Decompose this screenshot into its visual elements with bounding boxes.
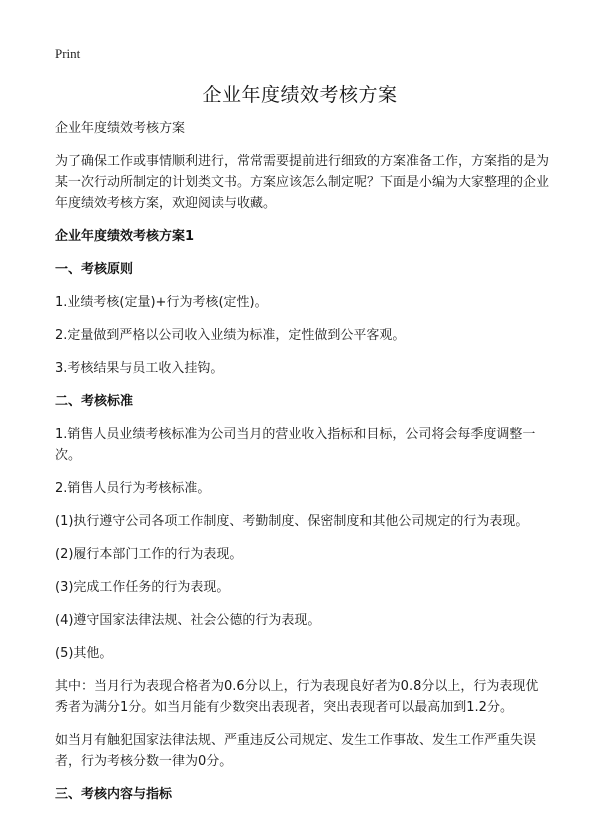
standard-item: 1.销售人员业绩考核标准为公司当月的营业收入指标和目标，公司将会每季度调整一次。 xyxy=(55,427,536,463)
standard-item: (2)履行本部门工作的行为表现。 xyxy=(55,547,243,562)
standard-item: (1)执行遵守公司各项工作制度、考勤制度、保密制度和其他公司规定的行为表现。 xyxy=(55,514,529,529)
standard-item: (5)其他。 xyxy=(55,646,113,661)
plan-title: 企业年度绩效考核方案1 xyxy=(55,229,195,244)
standard-item: (4)遵守国家法律法规、社会公德的行为表现。 xyxy=(55,613,321,628)
intro-paragraph: 为了确保工作或事情顺利进行，常常需要提前进行细致的方案准备工作，方案指的是为某一次行动所制定的计划类文书。方案应该怎么制定呢？下面是小编为大家整理的企业年度绩效考核方案，欢迎阅读与收藏。 xyxy=(55,154,550,211)
standard-item: 2.销售人员行为考核标准。 xyxy=(55,481,211,496)
standard-item: (3)完成工作任务的行为表现。 xyxy=(55,580,230,595)
section-heading-principles: 一、考核原则 xyxy=(55,262,134,277)
document-subtitle: 企业年度绩效考核方案 xyxy=(55,121,186,136)
principle-item: 2.定量做到严格以公司收入业绩为标准，定性做到公平客观。 xyxy=(55,328,406,343)
section-heading-content: 三、考核内容与指标 xyxy=(55,787,173,802)
print-link[interactable]: Print xyxy=(55,46,81,61)
principle-item: 3.考核结果与员工收入挂钩。 xyxy=(55,361,224,376)
principle-item: 1.业绩考核(定量)+行为考核(定性)。 xyxy=(55,295,268,310)
scoring-paragraph: 其中：当月行为表现合格者为0.6分以上，行为表现良好者为0.8分以上，行为表现优秀者为满分1分。如当月能有少数突出表现者，突出表现者可以最高加到1.2分。 xyxy=(55,679,539,715)
document-body xyxy=(55,118,550,817)
document-title: 企业年度绩效考核方案 xyxy=(202,84,398,106)
section-heading-standards: 二、考核标准 xyxy=(55,394,134,409)
violation-paragraph: 如当月有触犯国家法律法规、严重违反公司规定、发生工作事故、发生工作严重失误者，行为考核分数一律为0分。 xyxy=(55,733,537,769)
